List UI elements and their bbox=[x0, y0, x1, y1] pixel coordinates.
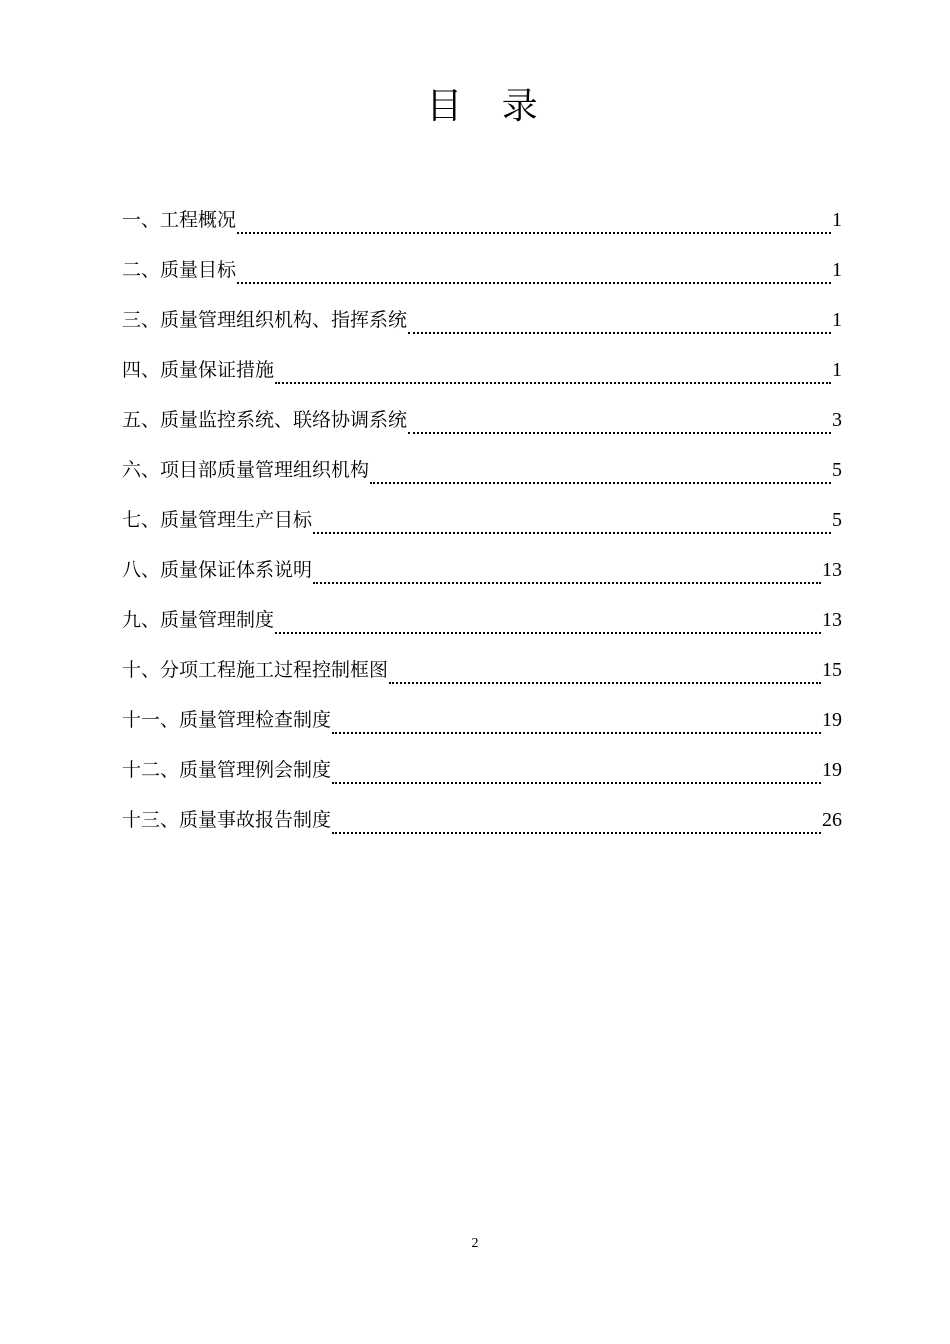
toc-entry-label: 十、分项工程施工过程控制框图 bbox=[122, 659, 389, 681]
toc-entry-page: 5 bbox=[832, 509, 842, 531]
toc-entry-page: 1 bbox=[832, 309, 842, 331]
toc-entry-label: 八、质量保证体系说明 bbox=[122, 559, 313, 581]
toc-entry-label: 六、项目部质量管理组织机构 bbox=[122, 459, 370, 481]
toc-entry-label: 三、质量管理组织机构、指挥系统 bbox=[122, 309, 408, 331]
toc-entry-label: 一、工程概况 bbox=[122, 209, 237, 231]
toc-entry[interactable] bbox=[122, 800, 842, 850]
toc-entry-page: 26 bbox=[822, 809, 842, 831]
toc-entry-page: 5 bbox=[832, 459, 842, 481]
toc-dot-leader bbox=[332, 732, 821, 734]
toc-entry-page: 3 bbox=[832, 409, 842, 431]
toc-dot-leader bbox=[408, 432, 831, 434]
toc-entry[interactable] bbox=[122, 600, 842, 650]
toc-entry-label: 十二、质量管理例会制度 bbox=[122, 759, 332, 781]
toc-entry-page: 19 bbox=[822, 709, 842, 731]
toc-entry[interactable] bbox=[122, 650, 842, 700]
toc-dot-leader bbox=[313, 532, 831, 534]
toc-entry[interactable] bbox=[122, 350, 842, 400]
toc-dot-leader bbox=[275, 632, 821, 634]
toc-entry-label: 九、质量管理制度 bbox=[122, 609, 275, 631]
toc-dot-leader bbox=[275, 382, 831, 384]
toc-entry-page: 1 bbox=[832, 359, 842, 381]
toc-entry-page: 1 bbox=[832, 209, 842, 231]
toc-entry[interactable] bbox=[122, 750, 842, 800]
page-number: 2 bbox=[471, 1236, 479, 1251]
table-of-contents bbox=[122, 200, 842, 850]
toc-entry[interactable] bbox=[122, 550, 842, 600]
toc-entry-page: 15 bbox=[822, 659, 842, 681]
toc-entry-page: 19 bbox=[822, 759, 842, 781]
toc-entry-page: 13 bbox=[822, 559, 842, 581]
toc-dot-leader bbox=[332, 782, 821, 784]
toc-entry-label: 十一、质量管理检查制度 bbox=[122, 709, 332, 731]
toc-entry-label: 五、质量监控系统、联络协调系统 bbox=[122, 409, 408, 431]
toc-entry[interactable] bbox=[122, 400, 842, 450]
toc-entry[interactable] bbox=[122, 500, 842, 550]
toc-entry-label: 七、质量管理生产目标 bbox=[122, 509, 313, 531]
toc-entry[interactable] bbox=[122, 300, 842, 350]
toc-dot-leader bbox=[237, 232, 831, 234]
toc-entry[interactable] bbox=[122, 250, 842, 300]
page-title: 目 录 bbox=[426, 86, 552, 127]
toc-dot-leader bbox=[313, 582, 821, 584]
toc-entry-page: 1 bbox=[832, 259, 842, 281]
toc-entry[interactable] bbox=[122, 450, 842, 500]
toc-entry[interactable] bbox=[122, 700, 842, 750]
toc-dot-leader bbox=[237, 282, 831, 284]
toc-dot-leader bbox=[389, 682, 821, 684]
toc-entry-label: 十三、质量事故报告制度 bbox=[122, 809, 332, 831]
toc-entry-label: 二、质量目标 bbox=[122, 259, 237, 281]
toc-dot-leader bbox=[408, 332, 831, 334]
toc-dot-leader bbox=[370, 482, 831, 484]
toc-entry-page: 13 bbox=[822, 609, 842, 631]
toc-entry-label: 四、质量保证措施 bbox=[122, 359, 275, 381]
toc-entry[interactable] bbox=[122, 200, 842, 250]
toc-dot-leader bbox=[332, 832, 821, 834]
